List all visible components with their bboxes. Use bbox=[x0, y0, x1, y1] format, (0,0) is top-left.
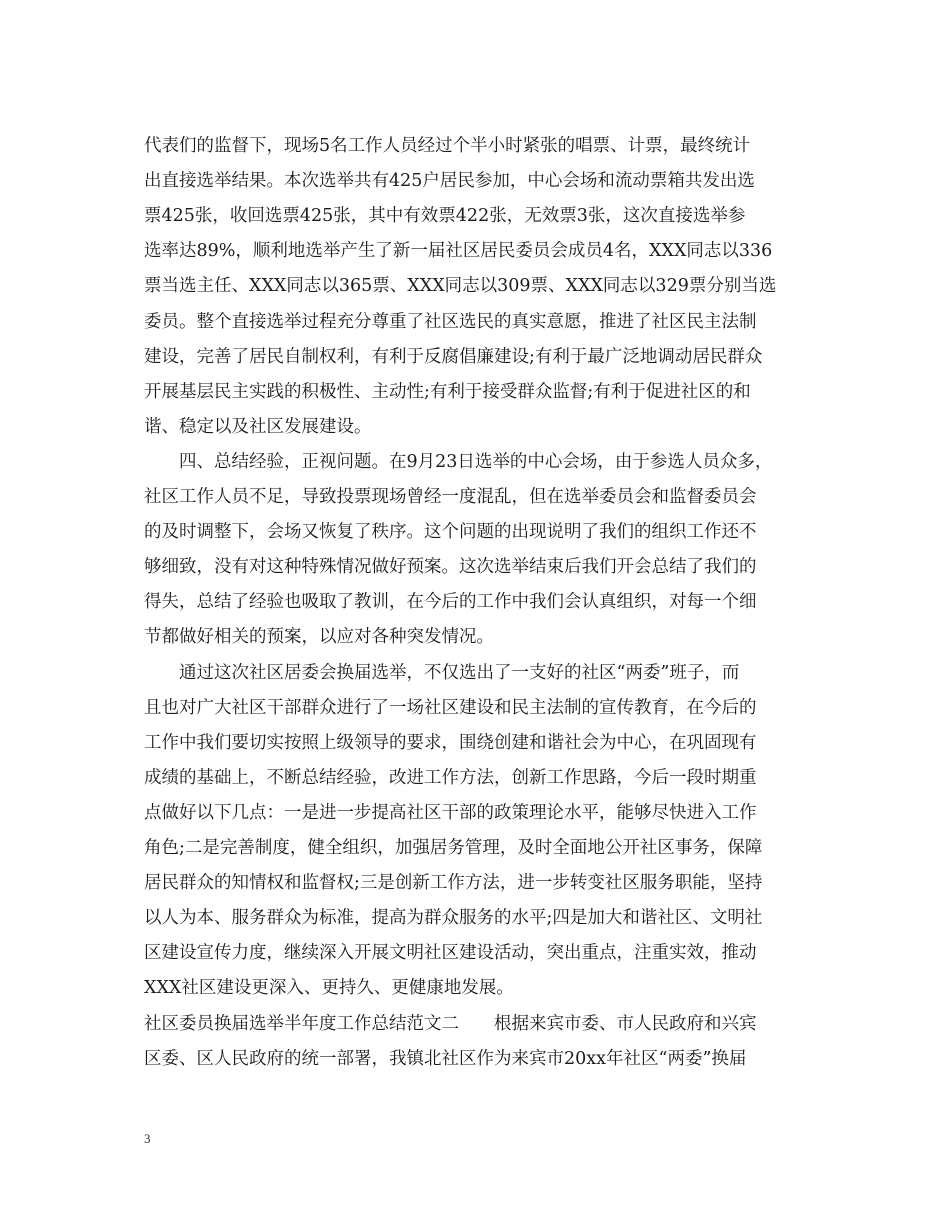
text-line: 的及时调整下，会场又恢复了秩序。这个问题的出现说明了我们的组织工作还不 bbox=[144, 522, 757, 543]
text-line: 角色;二是完善制度，健全组织，加强居务管理，及时全面地公开社区事务，保障 bbox=[144, 838, 763, 858]
text-line: 点做好以下几点：一是进一步提高社区干部的政策理论水平，能够尽快进入工作 bbox=[144, 802, 757, 823]
text-line: 代表们的监督下，现场5名工作人员经过个半小时紧张的唱票、计票，最终统计 bbox=[144, 136, 751, 156]
text-line: 以人为本、服务群众为标准，提高为群众服务的水平;四是加大和谐社区、文明社 bbox=[144, 908, 763, 929]
text-line: 票当选主任、XXX同志以365票、XXX同志以309票、XXX同志以329票分别当选 bbox=[144, 276, 777, 297]
text-line: 选率达89%，顺利地选举产生了新一届社区居民委员会成员4名，XXX同志以336 bbox=[144, 241, 773, 262]
text-line: XXX社区建设更深入、更持久、更健康地发展。 bbox=[144, 978, 514, 999]
text-line: 建设，完善了居民自制权利，有利于反腐倡廉建设;有利于最广泛地调动居民群众 bbox=[144, 346, 763, 367]
text-line: 区建设宣传力度，继续深入开展文明社区建设活动，突出重点，注重实效，推动 bbox=[144, 943, 757, 964]
text-line: 社区工作人员不足，导致投票现场曾经一度混乱，但在选举委员会和监督委员会 bbox=[144, 487, 757, 507]
text-line: 票425张，收回选票425张，其中有效票422张，无效票3张，这次直接选举参 bbox=[144, 206, 746, 227]
text-line: 工作中我们要切实按照上级领导的要求，围绕创建和谐社会为中心，在巩固现有 bbox=[144, 732, 757, 753]
page-number: 3 bbox=[144, 1131, 151, 1146]
text-line: 四、总结经验，正视问题。在9月23日选举的中心会场，由于参选人员众多， bbox=[144, 451, 773, 472]
text-line: 够细致，没有对这种特殊情况做好预案。这次选举结束后我们开会总结了我们的 bbox=[144, 557, 757, 578]
text-line: 委员。整个直接选举过程充分尊重了社区选民的真实意愿，推进了社区民主法制 bbox=[144, 311, 757, 332]
text-line: 区委、区人民政府的统一部署，我镇北社区作为来宾市20xx年社区“两委”换届 bbox=[144, 1048, 747, 1069]
text-line: 通过这次社区居委会换届选举，不仅选出了一支好的社区“两委”班子，而 bbox=[144, 662, 740, 683]
text-line: 且也对广大社区干部群众进行了一场社区建设和民主法制的宣传教育，在今后的 bbox=[144, 697, 757, 718]
text-line: 得失，总结了经验也吸取了教训，在今后的工作中我们会认真组织，对每一个细 bbox=[144, 592, 757, 613]
text-line: 社区委员换届选举半年度工作总结范文二 根据来宾市委、市人民政府和兴宾 bbox=[144, 1013, 757, 1034]
text-line: 开展基层民主实践的积极性、主动性;有利于接受群众监督;有利于促进社区的和 bbox=[144, 381, 751, 402]
text-line: 成绩的基础上，不断总结经验，改进工作方法，创新工作思路，今后一段时期重 bbox=[144, 767, 757, 788]
text-line: 出直接选举结果。本次选举共有425户居民参加，中心会场和流动票箱共发出选 bbox=[144, 171, 755, 192]
text-line: 居民群众的知情权和监督权;三是创新工作方法，进一步转变社区服务职能，坚持 bbox=[144, 873, 763, 894]
text-line: 谐、稳定以及社区发展建设。 bbox=[144, 416, 372, 437]
text-line: 节都做好相关的预案，以应对各种突发情况。 bbox=[144, 627, 494, 648]
